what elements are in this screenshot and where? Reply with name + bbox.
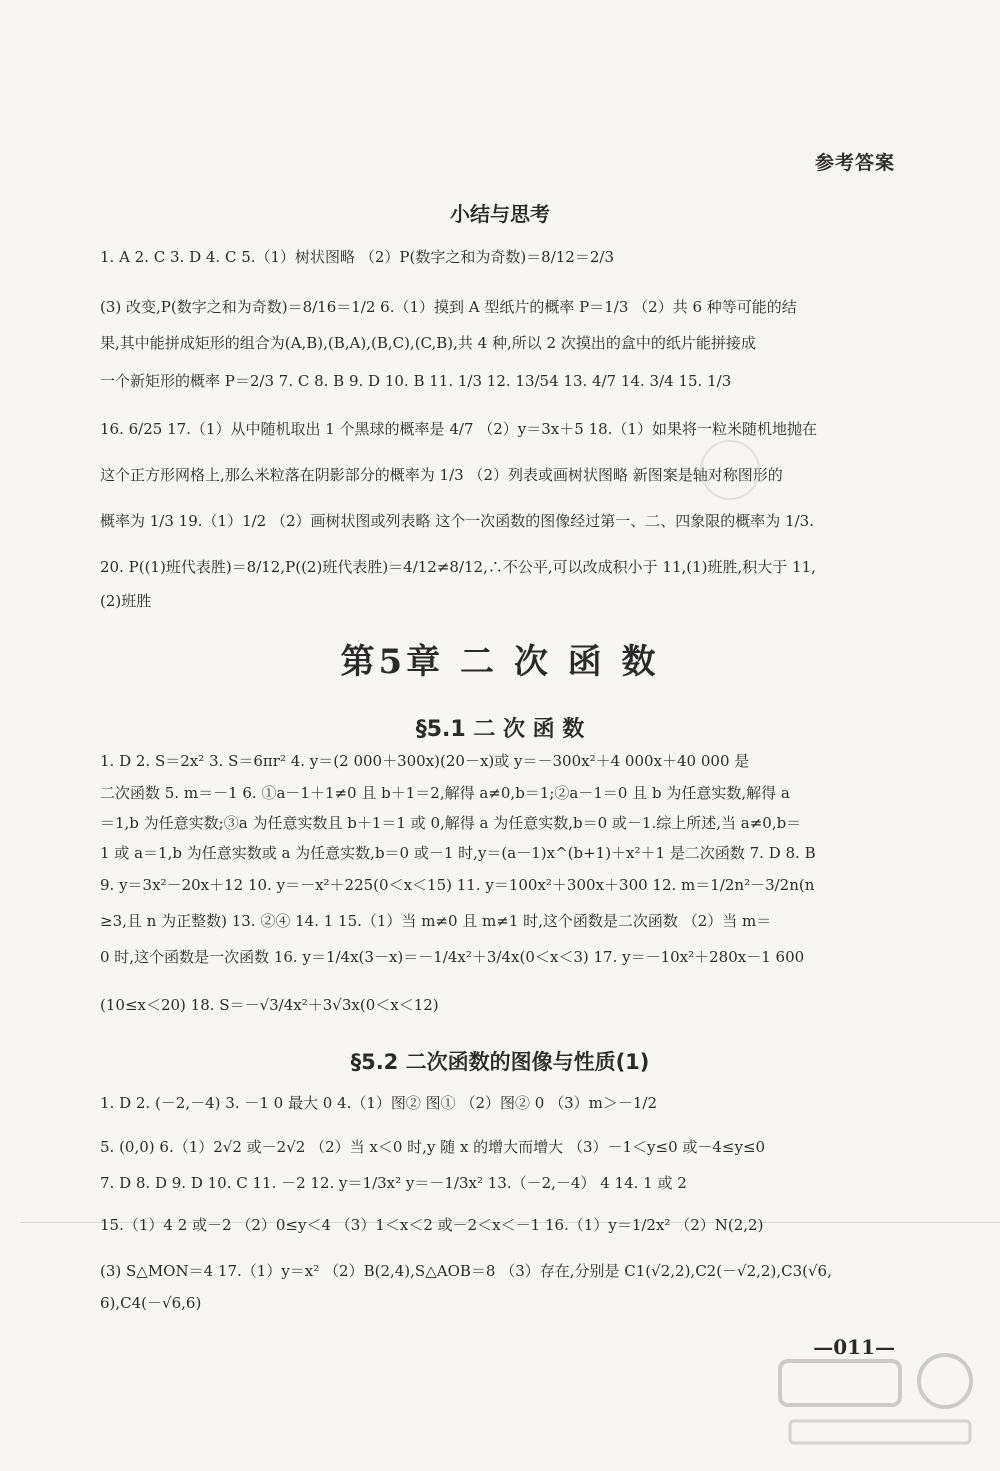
section-5-2-line-4: 15.（1）4 2 或－2 （2）0≤y＜4 （3）1＜x＜2 或－2＜x＜－1 16.（1）y＝1/2x² （2）N(2,2) (100, 1216, 764, 1234)
section-5-2-line-1: 1. D 2. (－2,－4) 3. －1 0 最大 0 4.（1）图② 图① （2）图② 0 （3）m＞－1/2 (100, 1094, 657, 1112)
summary-line-1: 1. A 2. C 3. D 4. C 5.（1）树状图略 （2）P(数字之和为奇数)＝8/12＝2/3 (100, 248, 614, 266)
section-5-2-line-2: 5. (0,0) 6.（1）2√2 或－2√2 （2）当 x＜0 时,y 随 x 的增大而增大 （3）－1＜y≤0 或－4≤y≤0 (100, 1138, 766, 1156)
section-5-1-line-8: (10≤x＜20) 18. S＝－√3/4x²＋3√3x(0＜x＜12) (100, 996, 439, 1014)
summary-line-9: (2)班胜 (100, 592, 152, 610)
header-label: 参考答案 (814, 152, 895, 174)
summary-line-3: 果,其中能拼成矩形的组合为(A,B),(B,A),(B,C),(C,B),共 4 种,所以 2 次摸出的盒中的纸片能拼接成 (100, 334, 756, 352)
section-5-1-line-1: 1. D 2. S＝2x² 3. S＝6πr² 4. y＝(2 000＋300x)(20－x)或 y＝－300x²＋4 000x＋40 000 是 (100, 752, 750, 770)
summary-line-8: 20. P((1)班代表胜)＝8/12,P((2)班代表胜)＝4/12≠8/12,∴不公平,可以改成积小于 11,(1)班胜,积大于 11, (100, 558, 816, 576)
section-5-2-title: §5.2 二次函数的图像与性质(1) (350, 1050, 650, 1074)
section-5-1-line-4: 1 或 a＝1,b 为任意实数或 a 为任意实数,b＝0 或－1 时,y＝(a－1)x^(b+1)＋x²＋1 是二次函数 7. D 8. B (100, 844, 816, 862)
section-5-1-line-6: ≥3,且 n 为正整数) 13. ②④ 14. 1 15.（1）当 m≠0 且 m≠1 时,这个函数是二次函数 （2）当 m＝ (100, 912, 772, 930)
summary-line-4: 一个新矩形的概率 P＝2/3 7. C 8. B 9. D 10. B 11. 1/3 12. 13/54 13. 4/7 14. 3/4 15. 1/3 (100, 372, 732, 390)
section-5-1-line-3: ＝1,b 为任意实数;③a 为任意实数且 b＋1＝1 或 0,解得 a 为任意实数,b＝0 或－1.综上所述,当 a≠0,b＝ (100, 814, 802, 832)
summary-line-2: (3) 改变,P(数字之和为奇数)＝8/16＝1/2 6.（1）摸到 A 型纸片的概率 P＝1/3 （2）共 6 种等可能的结 (100, 298, 797, 316)
stamp-icon (700, 440, 760, 500)
section-5-2-line-6: 6),C4(－√6,6) (100, 1294, 202, 1312)
section-5-1-line-5: 9. y＝3x²－20x＋12 10. y＝－x²＋225(0＜x＜15) 11. y＝100x²＋300x＋300 12. m＝1/2n²－3/2n(n (100, 876, 815, 894)
summary-line-6: 这个正方形网格上,那么米粒落在阴影部分的概率为 1/3 （2）列表或画树状图略 新图案是轴对称图形的 (100, 466, 783, 484)
chapter-title: 第5章 二 次 函 数 (340, 642, 660, 682)
section-5-2-line-3: 7. D 8. D 9. D 10. C 11. －2 12. y＝1/3x² y＝－1/3x² 13.（－2,－4） 4 14. 1 或 2 (100, 1174, 687, 1192)
summary-line-5: 16. 6/25 17.（1）从中随机取出 1 个黑球的概率是 4/7 （2）y＝3x＋5 18.（1）如果将一粒米随机地抛在 (100, 420, 817, 438)
summary-title: 小结与思考 (450, 202, 550, 226)
section-5-1-line-2: 二次函数 5. m＝－1 6. ①a－1＋1≠0 且 b＋1＝2,解得 a≠0,b＝1;②a－1＝0 且 b 为任意实数,解得 a (100, 784, 790, 802)
page-number: —011— (813, 1335, 895, 1359)
watermark-logo-icon (770, 1343, 980, 1453)
summary-line-7: 概率为 1/3 19.（1）1/2 （2）画树状图或列表略 这个一次函数的图像经过第一、二、四象限的概率为 1/3. (100, 512, 814, 530)
section-5-1-line-7: 0 时,这个函数是一次函数 16. y＝1/4x(3－x)＝－1/4x²＋3/4x(0＜x＜3) 17. y＝－10x²＋280x－1 600 (100, 948, 805, 966)
section-5-1-title: §5.1 二 次 函 数 (415, 717, 585, 742)
section-5-2-line-5: (3) S△MON＝4 17.（1）y＝x² （2）B(2,4),S△AOB＝8 （3）存在,分别是 C1(√2,2),C2(－√2,2),C3(√6, (100, 1262, 832, 1280)
